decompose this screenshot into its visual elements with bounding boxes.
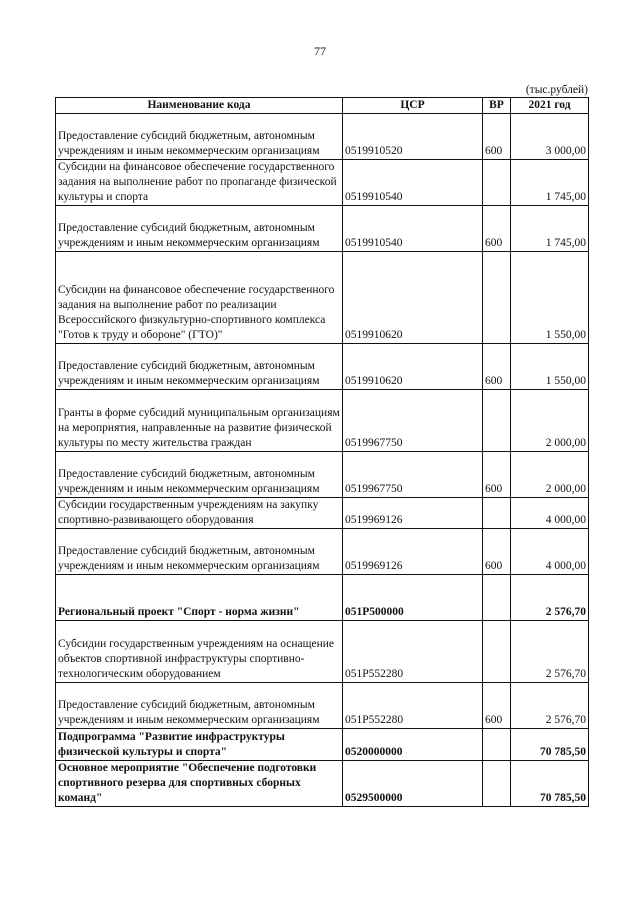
row-amount: 2 576,70	[511, 575, 589, 621]
row-amount: 70 785,50	[511, 729, 589, 761]
table-row	[56, 498, 589, 529]
row-vr: 600	[483, 683, 511, 729]
row-csr: 0519910540	[343, 160, 483, 206]
row-csr: 051P552280	[343, 683, 483, 729]
row-name: Подпрограмма "Развитие инфраструктуры физической культуры и спорта"	[56, 729, 343, 761]
row-amount: 1 550,00	[511, 344, 589, 390]
row-amount: 4 000,00	[511, 498, 589, 529]
units-label: (тыс.рублей)	[525, 84, 588, 96]
row-vr	[483, 761, 511, 807]
row-vr	[483, 498, 511, 529]
row-vr: 600	[483, 206, 511, 252]
header-year: 2021 год	[511, 98, 589, 114]
row-name: Гранты в форме субсидий муниципальным организациям на мероприятия, направленные на развитие физической культуры по месту жительства граждан	[56, 390, 343, 452]
row-amount: 4 000,00	[511, 529, 589, 575]
row-name: Предоставление субсидий бюджетным, автономным учреждениям и иным некоммерческим организациям	[56, 452, 343, 498]
row-amount: 70 785,50	[511, 761, 589, 807]
header-csr: ЦСР	[343, 98, 483, 114]
row-name: Предоставление субсидий бюджетным, автономным учреждениям и иным некоммерческим организациям	[56, 529, 343, 575]
row-name: Предоставление субсидий бюджетным, автономным учреждениям и иным некоммерческим организациям	[56, 206, 343, 252]
row-amount: 2 000,00	[511, 390, 589, 452]
row-name: Предоставление субсидий бюджетным, автономным учреждениям и иным некоммерческим организациям	[56, 683, 343, 729]
row-name: Предоставление субсидий бюджетным, автономным учреждениям и иным некоммерческим организациям	[56, 344, 343, 390]
row-csr: 0519969126	[343, 498, 483, 529]
row-amount: 3 000,00	[511, 114, 589, 160]
row-vr: 600	[483, 114, 511, 160]
row-amount: 1 550,00	[511, 252, 589, 344]
row-csr: 0519910620	[343, 252, 483, 344]
table-row	[56, 114, 589, 160]
row-vr	[483, 160, 511, 206]
table-row	[56, 252, 589, 344]
row-name: Предоставление субсидий бюджетным, автономным учреждениям и иным некоммерческим организациям	[56, 114, 343, 160]
table-row	[56, 206, 589, 252]
row-csr: 051P552280	[343, 621, 483, 683]
row-vr: 600	[483, 529, 511, 575]
table-row	[56, 575, 589, 621]
row-amount: 2 576,70	[511, 683, 589, 729]
row-csr: 0519910540	[343, 206, 483, 252]
row-vr	[483, 729, 511, 761]
row-name: Основное мероприятие "Обеспечение подготовки спортивного резерва для спортивных сборных команд"	[56, 761, 343, 807]
table-header-row	[56, 98, 589, 114]
row-csr: 0519967750	[343, 390, 483, 452]
row-csr: 0519969126	[343, 529, 483, 575]
row-csr: 0520000000	[343, 729, 483, 761]
table-row	[56, 683, 589, 729]
row-csr: 0519967750	[343, 452, 483, 498]
table-row	[56, 761, 589, 807]
row-name: Субсидии на финансовое обеспечение государственного задания на выполнение работ по пропаганде физической культуры и спорта	[56, 160, 343, 206]
row-vr	[483, 390, 511, 452]
table-row	[56, 621, 589, 683]
table-row	[56, 729, 589, 761]
table-row	[56, 390, 589, 452]
row-vr	[483, 252, 511, 344]
row-csr: 0519910520	[343, 114, 483, 160]
row-name: Субсидии государственным учреждениям на закупку спортивно-развивающего оборудования	[56, 498, 343, 529]
page-number: 77	[314, 44, 326, 58]
row-vr	[483, 621, 511, 683]
table-row	[56, 452, 589, 498]
row-amount: 1 745,00	[511, 206, 589, 252]
row-vr	[483, 575, 511, 621]
row-vr: 600	[483, 344, 511, 390]
budget-table	[55, 97, 589, 807]
header-vr: ВР	[483, 98, 511, 114]
table-row	[56, 344, 589, 390]
row-name: Субсидии государственным учреждениям на оснащение объектов спортивной инфраструктуры спортивно-технологическим оборудованием	[56, 621, 343, 683]
row-csr: 0519910620	[343, 344, 483, 390]
row-vr: 600	[483, 452, 511, 498]
row-amount: 1 745,00	[511, 160, 589, 206]
header-name: Наименование кода	[56, 98, 343, 114]
row-csr: 051P500000	[343, 575, 483, 621]
row-name: Субсидии на финансовое обеспечение государственного задания на выполнение работ по реализации Всероссийского физкультурно-спортивного комплекса "Готов к труду и обороне" (ГТО)"	[56, 252, 343, 344]
table-row	[56, 160, 589, 206]
row-name: Региональный проект "Спорт - норма жизни"	[56, 575, 343, 621]
table-row	[56, 529, 589, 575]
row-amount: 2 576,70	[511, 621, 589, 683]
row-csr: 0529500000	[343, 761, 483, 807]
row-amount: 2 000,00	[511, 452, 589, 498]
